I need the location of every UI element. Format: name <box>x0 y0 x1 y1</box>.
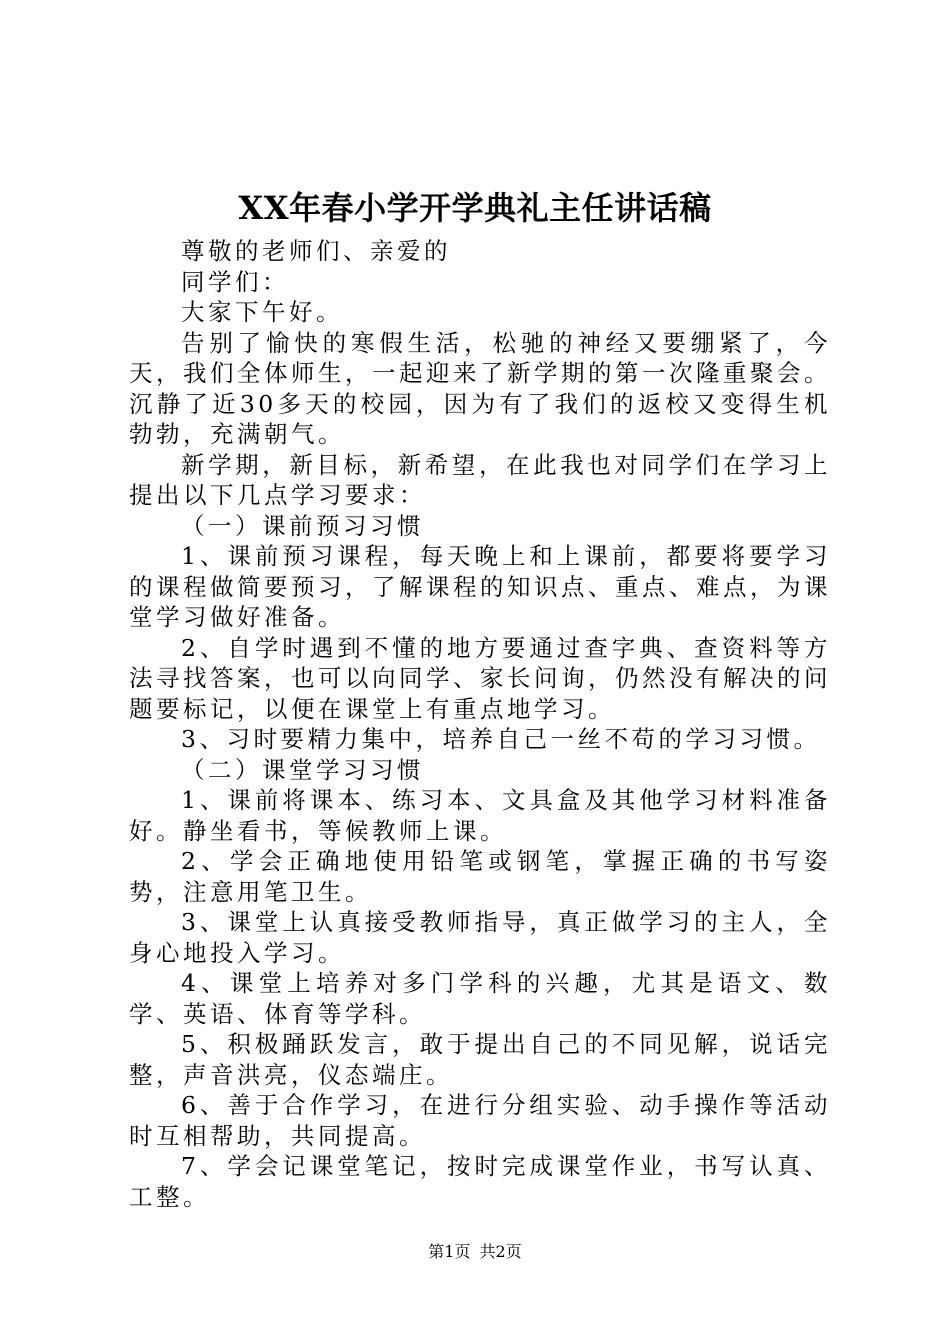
paragraph-item: 3、课堂上认真接受教师指导，真正做学习的主人，全身心地投入学习。 <box>129 908 831 967</box>
paragraph-item: 2、学会正确地使用铅笔或钢笔，掌握正确的书写姿势，注意用笔卫生。 <box>129 847 831 906</box>
document-title: XX年春小学开学典礼主任讲话稿 <box>238 189 712 227</box>
paragraph-item: 6、善于合作学习，在进行分组实验、动手操作等活动时互相帮助，共同提高。 <box>129 1091 831 1150</box>
page-number: 第1页 <box>428 1242 471 1261</box>
paragraph-item: 4、课堂上培养对多门学科的兴趣，尤其是语文、数学、英语、体育等学科。 <box>129 969 831 1028</box>
paragraph-item: 2、自学时遇到不懂的地方要通过查字典、查资料等方法寻找答案，也可以向同学、家长问询，仍然没有解决的问题要标记，以便在课堂上有重点地学习。 <box>129 633 831 723</box>
paragraph-intro: 告别了愉快的寒假生活，松驰的神经又要绷紧了，今天，我们全体师生，一起迎来了新学期的第一次隆重聚会。沉静了近30多天的校园，因为有了我们的返校又变得生机勃勃，充满朝气。 <box>129 328 831 448</box>
paragraph-item: 5、积极踊跃发言，敢于提出自己的不同见解，说话完整，声音洪亮，仪态端庄。 <box>129 1030 831 1089</box>
paragraph-item: 7、学会记课堂笔记，按时完成课堂作业，书写认真、工整。 <box>129 1152 831 1211</box>
paragraph-item: 1、课前将课本、练习本、文具盒及其他学习材料准备好。静坐看书，等候教师上课。 <box>129 786 831 845</box>
paragraph-item: 1、课前预习课程，每天晚上和上课前，都要将要学习的课程做简要预习，了解课程的知识点、重点、难点，为课堂学习做好准备。 <box>129 542 831 631</box>
paragraph-item: 3、习时要精力集中，培养自己一丝不苟的学习习惯。 <box>181 725 821 753</box>
document-body <box>129 236 831 1212</box>
page-total: 共2页 <box>479 1242 522 1261</box>
page-footer <box>0 1240 950 1264</box>
section-heading-classroom: （二）课堂学习习惯 <box>181 755 424 784</box>
paragraph-requirements: 新学期，新目标，新希望，在此我也对同学们在学习上提出以下几点学习要求： <box>129 450 831 509</box>
paragraph-greeting-2: 同学们： <box>181 267 289 296</box>
paragraph-greeting-1: 尊敬的老师们、亲爱的 <box>181 237 451 265</box>
paragraph-greeting-3: 大家下午好。 <box>181 298 343 326</box>
section-heading-preview: （一）课前预习习惯 <box>181 511 424 540</box>
